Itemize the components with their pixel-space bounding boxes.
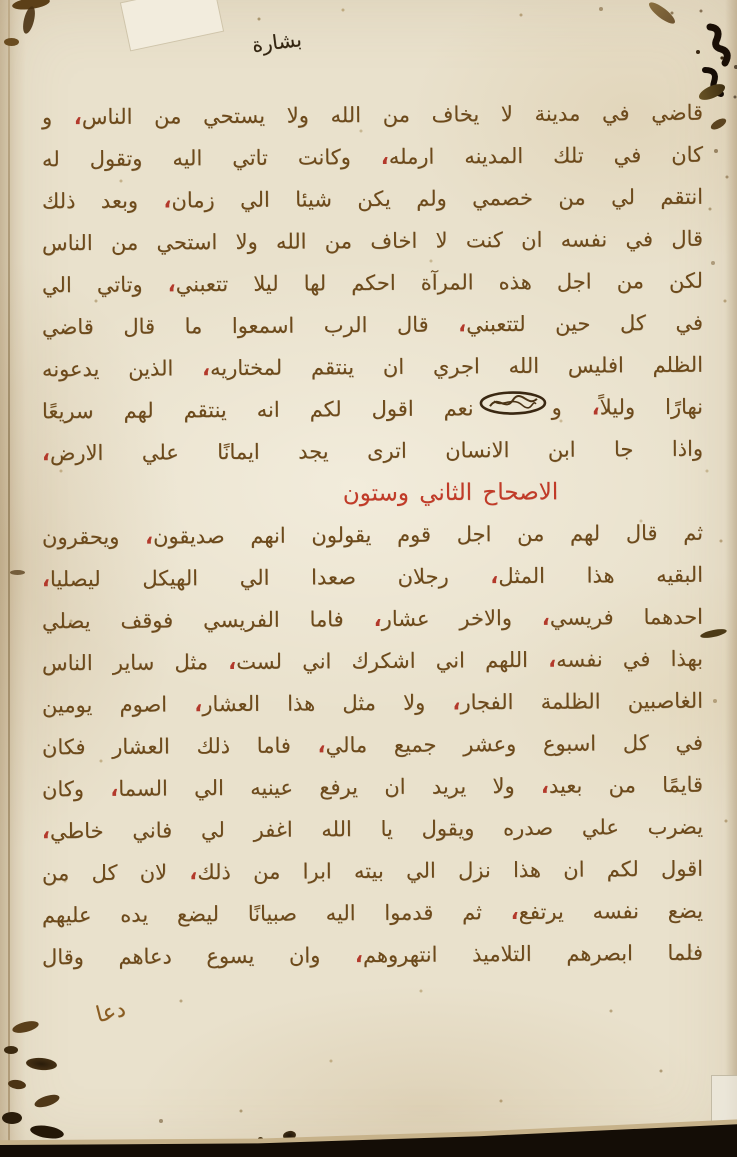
red-punctuation-mark: ، xyxy=(548,647,557,672)
red-punctuation-mark: ، xyxy=(189,860,198,885)
repair-patch-top xyxy=(120,0,224,51)
ink-stain xyxy=(646,0,677,27)
worm-hole xyxy=(4,1046,18,1054)
worm-hole xyxy=(29,1123,64,1140)
text-line: يضرب علي صدره ويقول يا الله اغفر لي فاني خاطي، xyxy=(41,814,704,844)
text-line: الغاصبين الظلمة الفجار، ولا مثل هذا العشار، اصوم يومين xyxy=(41,688,704,718)
red-punctuation-mark: ، xyxy=(490,564,499,589)
text-line: لكن من اجل هذه المرآة احكم لها ليلا تتعبني، وتاتي الي xyxy=(41,268,704,298)
margin-stain xyxy=(700,627,728,639)
red-punctuation-mark: ، xyxy=(201,356,211,381)
corner-stain xyxy=(4,38,19,46)
text-line: الظلم افليس الله اجري ان ينتقم لمختاريه، الذين يدعونه xyxy=(41,352,704,382)
red-punctuation-mark: ، xyxy=(167,272,176,297)
red-punctuation-mark: ، xyxy=(541,605,550,630)
red-punctuation-mark: ، xyxy=(510,899,519,925)
text-line: يضع نفسه يرتفع، ثم قدموا اليه صبيانًا ليضع يده عليهم xyxy=(41,898,704,928)
worm-hole xyxy=(26,1057,58,1072)
red-punctuation-mark: ، xyxy=(194,692,203,717)
text-line: اقول لكم ان هذا نزل الي بيته ابرا من ذلك، لان كل من xyxy=(41,856,704,886)
crossed-out-word xyxy=(477,388,547,430)
running-title: بشارة xyxy=(250,27,303,57)
worm-hole xyxy=(33,1092,61,1110)
red-punctuation-mark: ، xyxy=(452,690,461,715)
red-punctuation-mark: ، xyxy=(373,606,382,631)
red-punctuation-mark: ، xyxy=(591,395,600,420)
catchword: دعا xyxy=(93,996,129,1029)
red-punctuation-mark: ، xyxy=(41,819,51,844)
gutter-crease xyxy=(8,0,10,1157)
red-punctuation-mark: ، xyxy=(163,188,172,213)
text-line: نهارًا وليلاً، ونعم اقول لكم انه ينتقم لهم سريعًا xyxy=(42,386,703,433)
red-punctuation-mark: ، xyxy=(110,776,119,801)
text-line: انتقم لي من خصمي ولم يكن شيئا الي زمان، وبعد ذلك xyxy=(41,184,704,214)
text-line: احدهما فريسي، والاخر عشار، فاما الفريسي فوقف يصلي xyxy=(41,604,704,634)
page-outer-edge xyxy=(725,0,737,1157)
text-line: قال في نفسه ان كنت لا اخاف من الله ولا استحي من الناس xyxy=(41,226,704,256)
text-line: في كل اسبوع وعشر جميع مالي، فاما ذلك العشار فكان xyxy=(41,730,704,760)
red-punctuation-mark: ، xyxy=(317,733,326,758)
text-line: ثم قال لهم من اجل قوم يقولون انهم صديقون، ويحقرون xyxy=(41,520,704,550)
text-line: فلما ابصرهم التلاميذ انتهروهم، وان يسوع دعاهم وقال xyxy=(41,940,704,970)
worm-hole xyxy=(2,1112,22,1124)
red-punctuation-mark: ، xyxy=(380,144,389,169)
red-punctuation-mark: ، xyxy=(354,943,364,968)
text-line: قاضي في مدينة لا يخاف من الله ولا يستحي من الناس، و xyxy=(41,100,704,130)
red-punctuation-mark: ، xyxy=(540,773,550,798)
text-line: قايمًا من بعيد، ولا يريد ان يرفع عينيه الي السما، وكان xyxy=(41,772,704,802)
foxing-speckles xyxy=(0,0,2,2)
text-line: البقيه هذا المثل، رجلان صعدا الي الهيكل ليصليا، xyxy=(41,562,704,592)
red-punctuation-mark: ، xyxy=(228,649,237,675)
red-punctuation-mark: ، xyxy=(144,524,154,549)
binding-gutter xyxy=(0,0,26,1157)
text-line: في كل حين لتتعبني، قال الرب اسمعوا ما قال قاضي xyxy=(41,310,704,340)
text-block xyxy=(42,94,703,976)
red-punctuation-mark: ، xyxy=(41,441,51,466)
red-punctuation-mark: ، xyxy=(41,567,51,592)
text-line: واذا جا ابن الانسان اترى يجد ايمانًا علي الارض، xyxy=(41,436,704,466)
chapter-heading: الاصحاح الثاني وستون xyxy=(342,479,559,507)
margin-stain xyxy=(10,570,25,575)
red-punctuation-mark: ، xyxy=(458,312,467,337)
red-punctuation-mark: ، xyxy=(73,105,82,130)
text-line: بهذا في نفسه، اللهم اني اشكرك اني لست، مثل ساير الناس xyxy=(41,646,704,676)
text-line: كان في تلك المدينه ارمله، وكانت تاتي اليه وتقول له xyxy=(41,142,704,172)
